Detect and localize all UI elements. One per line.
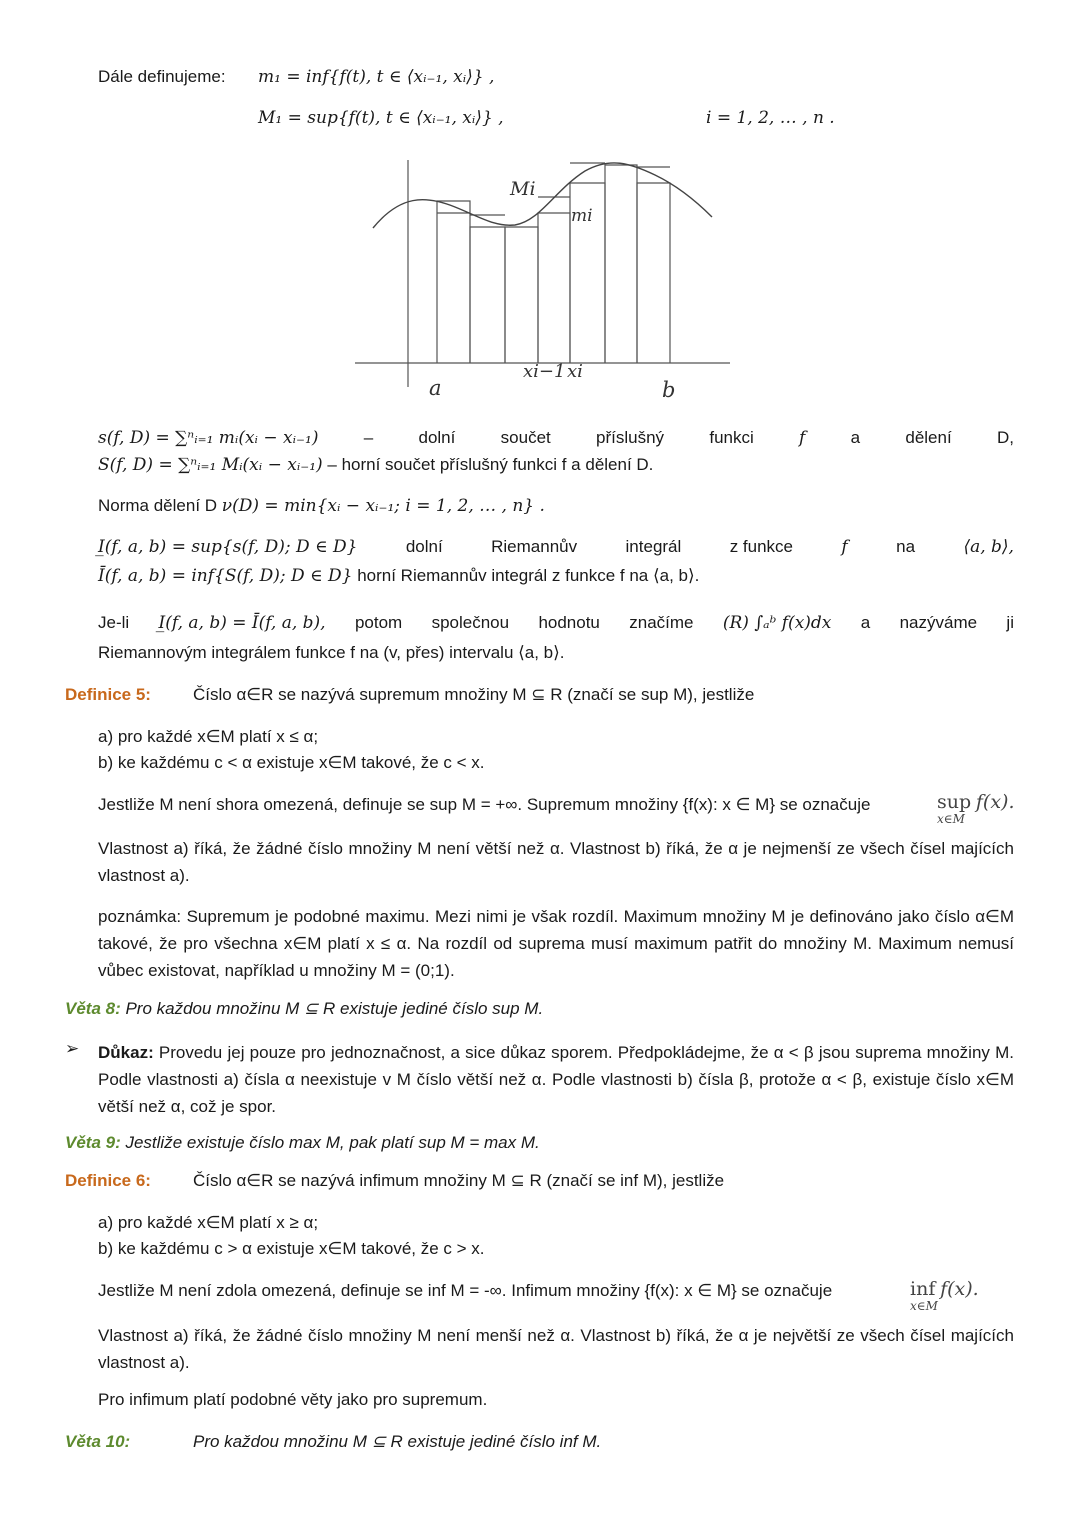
inf-similar: Pro infimum platí podobné věty jako pro supremum. [98,1390,488,1409]
equality-formula: I̲(f, a, b) = Ī(f, a, b), [158,613,326,633]
word: f [841,537,848,557]
word: ji [1006,613,1014,632]
figure-label-a: a [429,376,442,400]
figure-label-mi: mi [571,206,593,226]
word: značíme [629,613,694,632]
figure-label-xi-minus-1: xi−1 [523,361,566,382]
word: funkci [709,428,754,447]
figure-label-b: b [662,378,676,402]
word: a [850,428,861,447]
definition-6-text: Číslo α∈R se nazývá infimum množiny M ⊆ R (značí se inf M), jestliže [193,1171,725,1190]
word: dělení [905,428,952,447]
word: na [896,537,916,556]
equality-line [98,613,1014,633]
definition-5-item-a: a) pro každé x∈M platí x ≤ α; [98,727,319,746]
norm-text: Norma dělení D [98,496,218,515]
word: dolní [405,537,443,556]
theorem-10-label: Věta 10: [65,1432,131,1451]
word: nazýváme [899,613,978,632]
word: společnou [431,613,510,632]
riemann-sum-figure [355,155,735,405]
upper-riemann-text: horní Riemannův integrál z funkce f na ⟨a, b⟩. [352,566,700,585]
norm-formula: ν(D) = min{xᵢ − xᵢ₋₁; i = 1, 2, … , n} . [221,496,545,516]
lower-riemann-line [98,537,1014,557]
equality-line-2: Riemannovým integrálem funkce f na (v, přes) intervalu ⟨a, b⟩. [98,643,565,662]
upper-riemann-formula: Ī(f, a, b) = inf{S(f, D); D ∈ D} [98,566,353,586]
word: a [860,613,871,632]
m-definition: m₁ = inf{f(t), t ∈ ⟨xᵢ₋₁, xᵢ⟩} , [258,67,495,87]
theorem-10-text: Pro každou množinu M ⊆ R existuje jediné číslo inf M. [193,1432,602,1451]
word: potom [354,613,403,632]
word: dolní [418,428,456,447]
word: Je-li [98,613,130,632]
word: f [799,428,806,448]
inf-operator: inf [910,1278,936,1300]
upper-sum-line [98,455,653,475]
theorem-8 [65,999,543,1019]
upper-sum-formula: S(f, D) = ∑ⁿᵢ₌₁ Mᵢ(xᵢ − xᵢ₋₁) [98,455,323,475]
definition-5-text: Číslo α∈R se nazývá supremum množiny M ⊆ R (značí se sup M), jestliže [193,685,755,704]
sup-note: poznámka: Supremum je podobné maximu. Mezi nimi je však rozdíl. Maximum množiny M je definováno jako číslo α∈M takové, že pro všechna x∈M platí x ≤ α. Na rozdíl od suprema musí maximum patřit do množiny M. Maximum nemusí vůbec existovat, například u množiny M = (0;1). [98,907,1014,980]
word: – [363,428,374,447]
proof-bullet: ➢ [65,1039,80,1058]
M-definition: M₁ = sup{f(t), t ∈ ⟨xᵢ₋₁, xᵢ⟩} , [258,108,504,128]
word: Riemannův [491,537,578,556]
word: součet [500,428,551,447]
sup-property: Vlastnost a) říká, že žádné číslo množiny M není větší než α. Vlastnost b) říká, že α je nejmenší ze všech čísel majících vlastnost a). [98,839,1014,885]
word: z funkce [729,537,794,556]
word: integrál [625,537,682,556]
lower-riemann-formula: I̲(f, a, b) = sup{s(f, D); D ∈ D} [98,537,358,557]
word: příslušný [596,428,665,447]
inf-subscript: x∈M [910,1299,938,1313]
proof-paragraph [98,1039,1014,1120]
inf-fx: f(x). [940,1278,979,1300]
sup-unbounded-text: Jestliže M není shora omezená, definuje se sup M = +∞. Supremum množiny {f(x): x ∈ M} se označuje [98,795,871,814]
sup-operator: sup [937,791,972,813]
theorem-9-label: Věta 9: [65,1133,121,1152]
sup-subscript: x∈M [937,812,965,826]
inf-property: Vlastnost a) říká, že žádné číslo množiny M není menší než α. Vlastnost b) říká, že α je největší ze všech čísel majících vlastnost a). [98,1326,1014,1372]
definition-5-item-b: b) ke každému c < α existuje x∈M takové, že c < x. [98,753,485,772]
sup-notation [937,793,1015,825]
word: hodnotu [538,613,600,632]
word: D, [996,428,1014,447]
sup-fx: f(x). [975,791,1015,813]
upper-riemann-line [98,566,699,586]
theorem-9 [65,1133,540,1153]
intro-label: Dále definujeme: [98,67,226,86]
integral-formula: (R) ∫ₐᵇ f(x)dx [722,613,832,633]
figure-label-xi: xi [567,361,583,382]
inf-notation [910,1280,979,1312]
definition-6-label: Definice 6: [65,1171,151,1190]
lower-sum-formula: s(f, D) = ∑ⁿᵢ₌₁ mᵢ(xᵢ − xᵢ₋₁) [98,428,319,448]
inf-unbounded-text: Jestliže M není zdola omezená, definuje se inf M = -∞. Infimum množiny {f(x): x ∈ M} se označuje [98,1281,833,1300]
proof-label: Důkaz: [98,1043,154,1062]
theorem-8-text: Pro každou množinu M ⊆ R existuje jediné číslo sup M. [120,999,544,1018]
word: ⟨a, b⟩, [963,537,1014,557]
norm-line [98,496,545,516]
definition-6-item-b: b) ke každému c > α existuje x∈M takové, že c > x. [98,1239,485,1258]
upper-sum-text: – horní součet příslušný funkci f a dělení D. [322,455,654,474]
lower-sum-line [98,428,1014,448]
proof-text: Provedu jej pouze pro jednoznačnost, a sice důkaz sporem. Předpokládejme, že α < β jsou suprema množiny M. Podle vlastnosti a) čísla α neexistuje v M číslo větší než α. Podle vlastnosti b) čísla β, protože α < β, existuje číslo x∈M větší než α, což je spor. [98,1043,1014,1116]
index-range: i = 1, 2, … , n . [706,108,835,128]
theorem-8-label: Věta 8: [65,999,121,1018]
figure-label-Mi: Mi [510,178,536,200]
definition-5-label: Definice 5: [65,685,151,704]
theorem-9-text: Jestliže existuje číslo max M, pak platí sup M = max M. [120,1133,540,1152]
definition-6-item-a: a) pro každé x∈M platí x ≥ α; [98,1213,319,1232]
